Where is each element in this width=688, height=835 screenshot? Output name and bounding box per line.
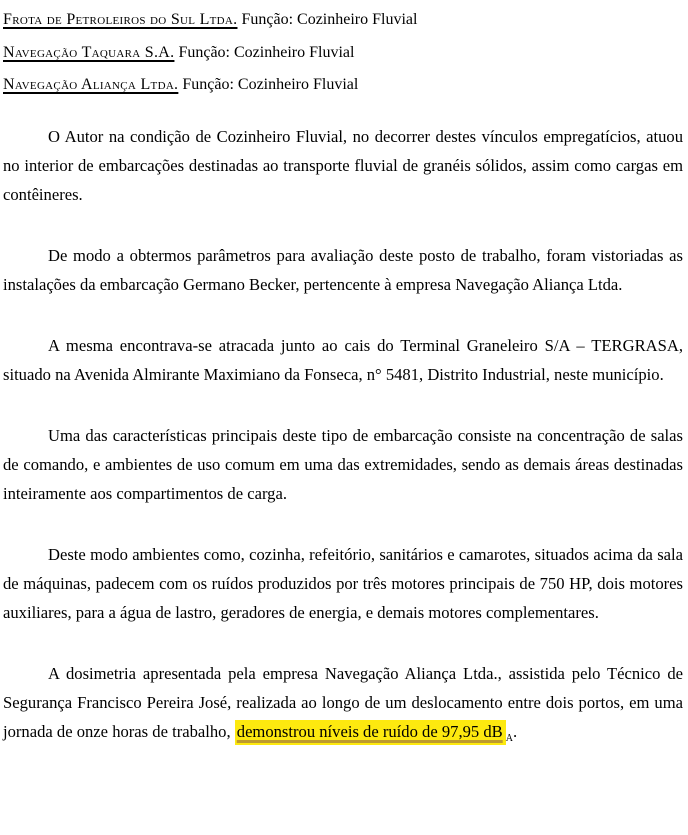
- closing-period: .: [512, 721, 518, 741]
- employer-line: [3, 37, 683, 70]
- employer-list: [3, 4, 683, 102]
- closing-text: A dosimetria apresentada pela empresa Navegação Aliança Ltda., assistida pelo Técnico de Segurança Francisco Pereira José, realizada ao longo de um deslocamento entre dois portos, em uma jornada de onze horas de trabalho,: [3, 663, 683, 741]
- highlighted-text: demonstrou níveis de ruído de 97,95 dB: [236, 721, 503, 741]
- function-label: Função: Cozinheiro Fluvial: [182, 76, 359, 93]
- company-name: Navegação Taquara S.A.: [3, 43, 175, 61]
- body-paragraph: De modo a obtermos parâmetros para avaliação deste posto de trabalho, foram vistoriadas as instalações da embarcação Germano Becker, pertencente à empresa Navegação Aliança Ltda.: [3, 245, 683, 294]
- body-paragraph: Deste modo ambientes como, cozinha, refeitório, sanitários e camarotes, situados acima da sala de máquinas, padecem com os ruídos produzidos por três motores principais de 750 HP, dois motores auxiliares, para a água de lastro, geradores de energia, e demais motores complementares.: [3, 544, 683, 622]
- decibel-a-subscript: A: [505, 732, 513, 744]
- body-paragraph: A mesma encontrava-se atracada junto ao cais do Terminal Graneleiro S/A – TERGRASA, situado na Avenida Almirante Maximiano da Fonseca, n° 5481, Distrito Industrial, neste município.: [3, 335, 683, 384]
- function-label: Função: Cozinheiro Fluvial: [241, 11, 418, 28]
- employer-line: [3, 69, 683, 102]
- function-label: Função: Cozinheiro Fluvial: [178, 43, 355, 61]
- company-name: Navegação Aliança Ltda.: [3, 76, 179, 93]
- noise-level-highlight: [235, 720, 506, 745]
- body-paragraph: O Autor na condição de Cozinheiro Fluvial, no decorrer destes vínculos empregatícios, atuou no interior de embarcações destinadas ao transporte fluvial de granéis sólidos, assim como cargas em contêineres.: [3, 126, 683, 204]
- employer-line: [3, 4, 683, 37]
- company-name: Frota de Petroleiros do Sul Ltda.: [3, 11, 238, 28]
- closing-paragraph: [3, 659, 683, 746]
- body-paragraph: Uma das características principais deste tipo de embarcação consiste na concentração de salas de comando, e ambientes de uso comum em uma das extremidades, sendo as demais áreas destinadas inteiramente aos compartimentos de carga.: [3, 425, 683, 503]
